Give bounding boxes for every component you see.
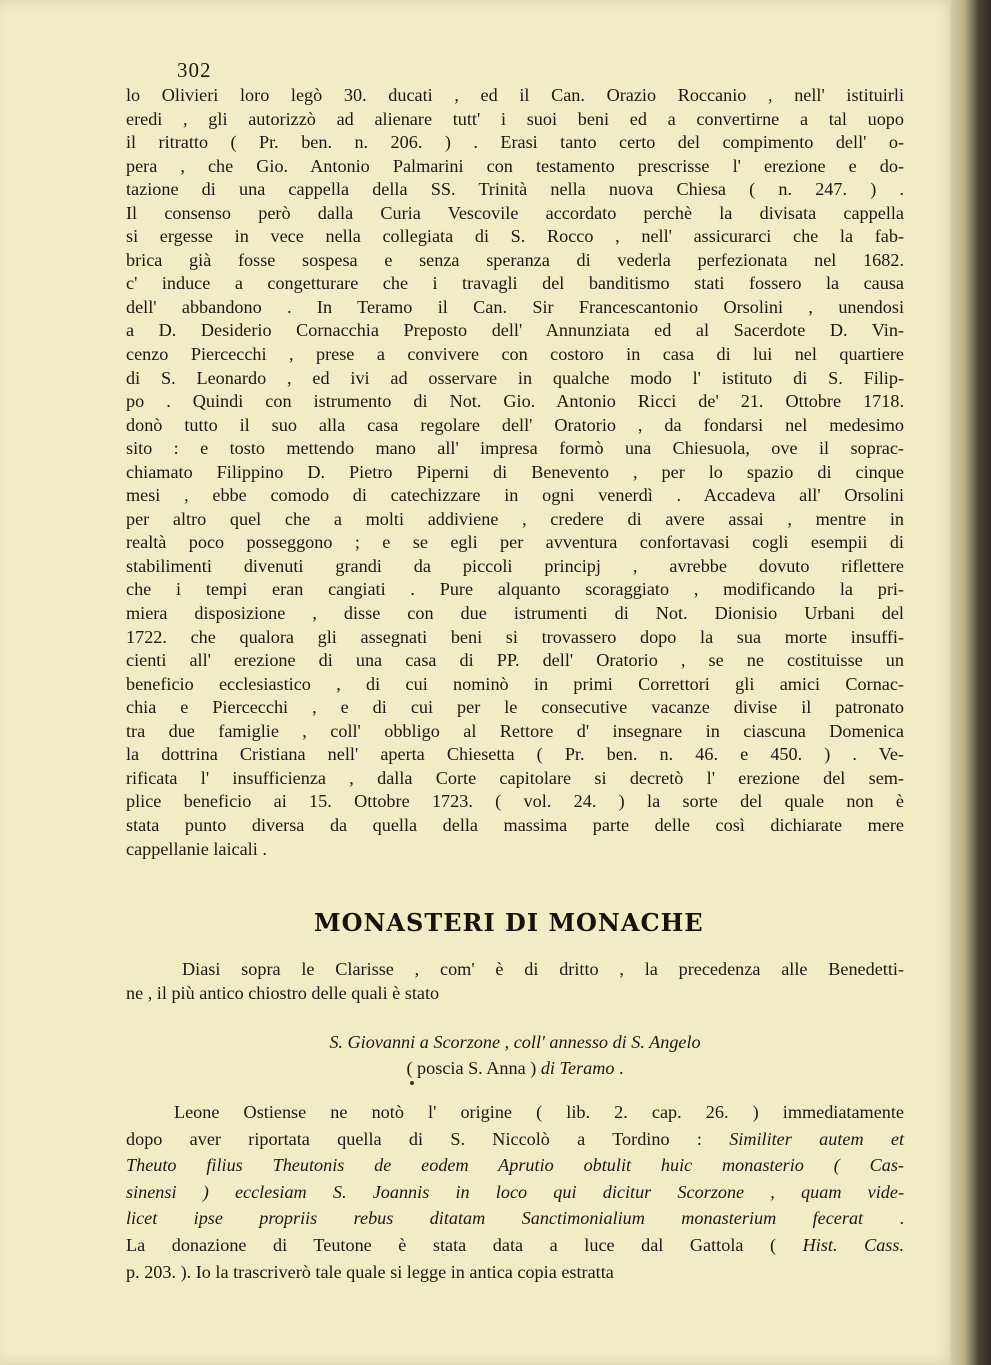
text-segment: p. 203. ). Io la trascriverò tale quale si legge in antica copia estratta	[126, 1261, 614, 1282]
text-line: stabilimenti divenuti grandi da piccoli principj , avrebbe dovuto riflettere	[126, 555, 904, 576]
text-line: cienti all' erezione di una casa di PP. dell' Oratorio , se ne costituisse un	[126, 650, 904, 671]
subheading-city: di Teramo	[540, 1058, 615, 1078]
text-line: plice beneficio ai 15. Ottobre 1723. ( vol. 24. ) la sorte del quale non è	[126, 791, 904, 812]
paragraph-1	[126, 84, 904, 861]
text-line: cenzo Piercecchi , prese a convivere con costoro in casa di lui nel quartiere	[126, 344, 904, 365]
text-line: miera disposizione , disse con due istrumenti di Not. Dionisio Urbani del	[126, 603, 904, 624]
subheading-line-1	[126, 1029, 904, 1055]
text-line: po . Quindi con istrumento di Not. Gio. Antonio Ricci de' 21. Ottobre 1718.	[126, 391, 904, 412]
monastery-subheading	[126, 1029, 904, 1081]
text-line: tra due famiglie , coll' obbligo al Rettore d' insegnare in ciascuna Domenica	[126, 720, 904, 741]
latin-quote: sinensi ) ecclesiam S. Joannis in loco qui dicitur Scorzone , quam vide-	[126, 1181, 904, 1202]
text-line	[126, 1126, 904, 1153]
text-line	[126, 1259, 904, 1286]
intro-line-2: ne , il più antico chiostro delle quali è stato	[126, 983, 440, 1003]
subheading-line-2	[126, 1055, 904, 1081]
subheading-separator: ,	[500, 1032, 514, 1052]
text-line: chiamato Filippino D. Pietro Piperni di Benevento , per lo spazio di cinque	[126, 461, 904, 482]
text-line: lo Olivieri loro legò 30. ducati , ed il Can. Orazio Roccanio , nell' istituirli	[126, 85, 904, 105]
text-line: di S. Leonardo , ed ivi ad osservare in qualche modo l' istituto di S. Filip-	[126, 367, 904, 388]
latin-quote: licet ipse propriis rebus ditatam Sanctimonialium monasterium fecerat	[126, 1208, 864, 1229]
intro-line-1: Diasi sopra le Clarisse , com' è di dritto , la precedenza alle Benedetti-	[182, 959, 904, 979]
text-line: dell' abbandono . In Teramo il Can. Sir Francescantonio Orsolini , unendosi	[126, 296, 904, 317]
section-heading: MONASTERI DI MONACHE	[314, 908, 704, 937]
text-line: stata punto diversa da quella della massima parte delle così dichiarate mere	[126, 814, 904, 835]
latin-quote: Theuto filius Theutonis de eodem Aprutio obtulit huic monasterio ( Cas-	[126, 1155, 904, 1176]
text-segment: dopo aver riportata quella di S. Niccolò a Tordino :	[126, 1128, 730, 1149]
text-segment: Leone Ostiense ne notò l' origine ( lib. 2. cap. 26. ) immediatamente	[174, 1102, 904, 1122]
ornament-dot	[410, 1081, 414, 1085]
text-line	[126, 1232, 904, 1259]
text-line: Il consenso però dalla Curia Vescovile accordato perchè la divisata cappella	[126, 202, 904, 223]
latin-quote: Similiter autem et	[729, 1128, 904, 1149]
text-line	[126, 1099, 904, 1126]
text-line: chia e Piercecchi , e di cui per le consecutive vacanze divise il patronato	[126, 697, 904, 718]
latin-quote: Hist. Cass.	[802, 1234, 904, 1255]
text-line: tazione di una cappella della SS. Trinità nella nuova Chiesa ( n. 247. ) .	[126, 179, 904, 200]
text-line: c' induce a congetturare che i travagli del banditismo stati fossero la causa	[126, 273, 904, 294]
text-line: la dottrina Cristiana nell' aperta Chiesetta ( Pr. ben. n. 46. e 450. ) . Ve-	[126, 744, 904, 765]
text-line	[126, 1179, 904, 1206]
text-line: eredi , gli autorizzò ad alienare tutt' i suoi beni ed a convertirne a tal uopo	[126, 108, 904, 129]
subheading-end: .	[614, 1058, 624, 1078]
text-line: rificata l' insufficienza , dalla Corte capitolare si decretò l' erezione del sem-	[126, 767, 904, 788]
page-number: 302	[177, 58, 212, 82]
text-line: si ergesse in vece nella collegiata di S. Rocco , nell' assicurarci che la fab-	[126, 226, 904, 247]
text-segment: .	[863, 1208, 904, 1229]
text-line: per altro quel che a molti addiviene , credere di avere assai , mentre in	[126, 508, 904, 529]
text-line	[126, 1152, 904, 1179]
page-edge-shadow	[950, 0, 991, 1365]
text-line: 1722. che qualora gli assegnati beni si trovassero dopo la sua morte insuffi-	[126, 626, 904, 647]
text-line	[126, 1205, 904, 1232]
paragraph-2	[126, 1099, 904, 1285]
subheading-later-name: ( poscia S. Anna )	[406, 1058, 541, 1078]
text-line: beneficio ecclesiastico , di cui nominò in primi Correttori gli amici Cornac-	[126, 673, 904, 694]
text-line: sito : e tosto mettendo mano all' impresa formò una Chiesuola, ove il soprac-	[126, 438, 904, 459]
text-line: il ritratto ( Pr. ben. n. 206. ) . Erasi tanto certo del compimento dell' o-	[126, 132, 904, 153]
text-line: realtà poco posseggono ; e se egli per avventura confortavasi cogli esempii di	[126, 532, 904, 553]
text-line: donò tutto il suo alla casa regolare dell' Oratorio , da fondarsi nel medesimo	[126, 414, 904, 435]
text-line: pera , che Gio. Antonio Palmarini con testamento prescrisse l' erezione e do-	[126, 155, 904, 176]
text-line: mesi , ebbe comodo di catechizzare in ogni venerdì . Accadeva all' Orsolini	[126, 485, 904, 506]
subheading-annex: coll' annesso di S. Angelo	[513, 1032, 701, 1052]
subheading-place-name: S. Giovanni a Scorzone	[329, 1032, 501, 1052]
section-intro	[126, 957, 904, 1005]
text-line: che i tempi eran cangiati . Pure alquanto scoraggiato , modificando la pri-	[126, 579, 904, 600]
text-line: a D. Desiderio Cornacchia Preposto dell' Annunziata ed al Sacerdote D. Vin-	[126, 320, 904, 341]
text-segment: La donazione di Teutone è stata data a luce dal Gattola (	[126, 1234, 803, 1255]
text-line: brica già fosse sospesa e senza speranza di vederla perfezionata nel 1682.	[126, 249, 904, 270]
text-line: cappellanie laicali .	[126, 838, 267, 859]
